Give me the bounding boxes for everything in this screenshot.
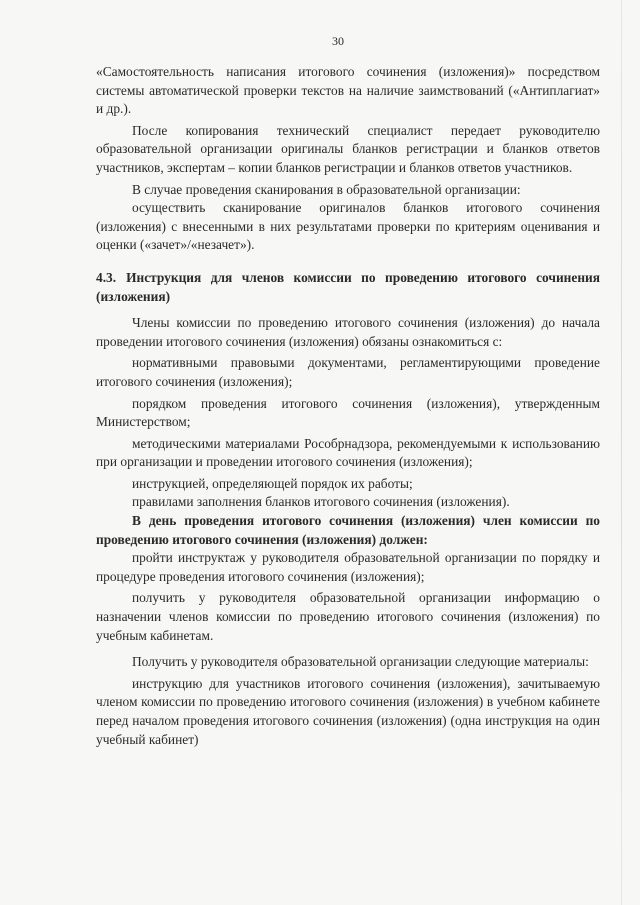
paragraph-copy-transfer: После копирования технический специалист передает руководителю образовательной организации оригиналы бланков регистрации и бланков ответов участников, экспертам – копии бланков регистрации и бланков ответов участников. <box>96 122 600 175</box>
paragraph-get-materials: Получить у руководителя образовательной организации следующие материалы: <box>132 654 589 670</box>
list-item-procedure: порядком проведения итогового сочинения (изложения), утвержденным Министерством; <box>96 395 600 430</box>
list-item-filling-rules: правилами заполнения бланков итогового сочинения (изложения). <box>132 494 510 510</box>
list-item-work-instruction: инструкцией, определяющей порядок их работы; <box>132 475 413 491</box>
paragraph-must-familiarize: Члены комиссии по проведению итогового сочинения (изложения) до начала проведении итогового сочинения (изложения) обязаны ознакомиться с: <box>96 315 600 349</box>
duty-briefing: пройти инструктаж у руководителя образовательной организации по порядку и процедуре проведения итогового сочинения (изложения); <box>96 550 600 584</box>
section-heading <box>96 269 600 306</box>
paragraph-scan-originals: осуществить сканирование оригиналов бланков итогового сочинения (изложения) с внесенными в них результатами проверки по критериям оценивания и оценки («зачет»/«незачет»). <box>96 200 600 253</box>
duty-assignment-info: получить у руководителя образовательной организации информацию о назначении членов комиссии по проведению итогового сочинения (изложения) по учебным кабинетам. <box>96 590 600 643</box>
list-item-methodical-materials: методическими материалами Рособрнадзора, рекомендуемыми к использованию при организации и проведении итогового сочинения (изложения); <box>96 435 600 470</box>
paragraph-continuation: «Самостоятельность написания итогового сочинения (изложения)» посредством системы автоматической проверки текстов на наличие заимствований («Антиплагиат» и др.). <box>96 64 600 117</box>
paragraph-exam-day-duties: В день проведения итогового сочинения (изложения) член комиссии по проведению итогового сочинения (изложения) должен: <box>96 513 600 547</box>
list-item-normative-docs: нормативными правовыми документами, регламентирующими проведение итогового сочинения (изложения); <box>96 355 600 389</box>
section-title: Инструкция для членов комиссии по проведению итогового сочинения (изложения) <box>96 269 600 304</box>
paragraph-scanning-case: В случае проведения сканирования в образовательной организации: <box>132 181 521 197</box>
page-number: 30 <box>332 34 344 48</box>
material-participant-instruction: инструкцию для участников итогового сочинения (изложения), зачитываемую членом комиссии по проведению итогового сочинения (изложения) в учебном кабинете перед началом проведения итогового сочинения (изложения) (одна инструкция на один учебный кабинет) <box>96 675 600 747</box>
section-number: 4.3. <box>96 269 117 285</box>
scan-edge-shadow <box>621 0 622 905</box>
